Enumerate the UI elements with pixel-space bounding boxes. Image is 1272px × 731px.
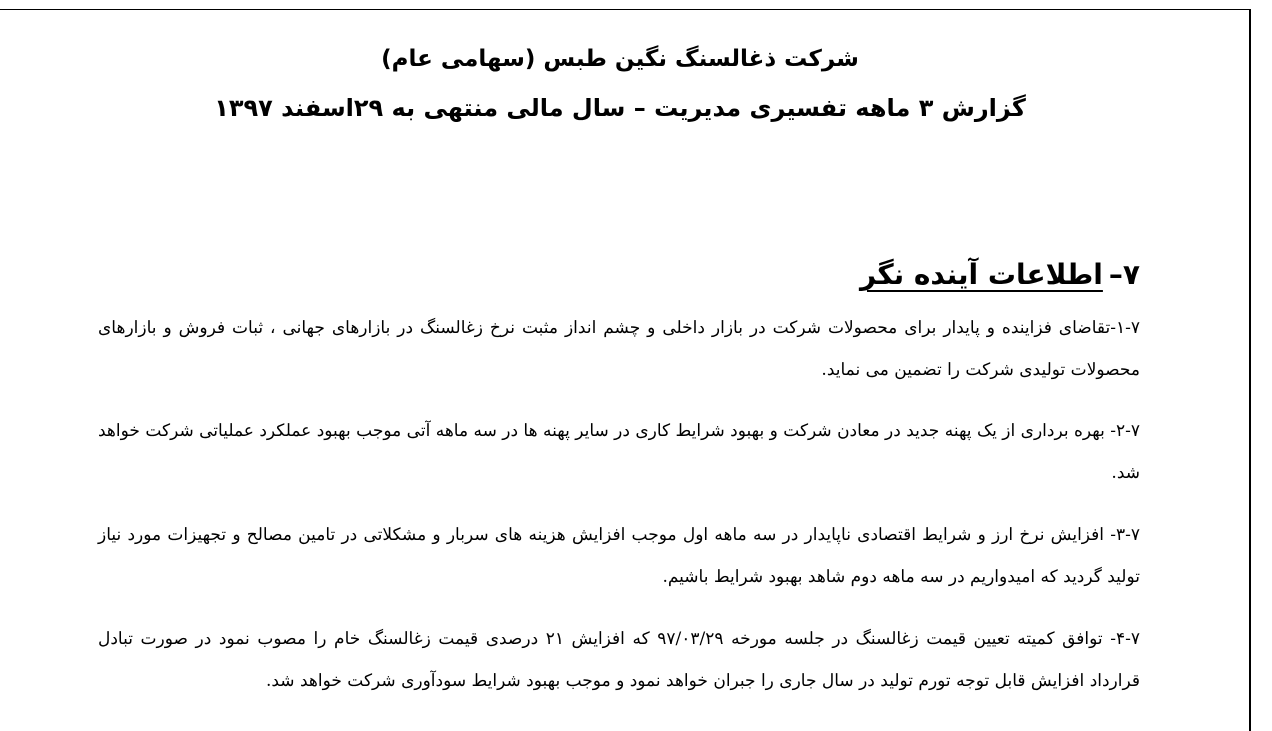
section-title: اطلاعات آینده نگر [859, 258, 1103, 291]
section-heading [860, 255, 1140, 295]
paragraph-4: ۴-۷- توافق کمیته تعیین قیمت زغالسنگ در جلسه مورخه ۹۷/۰۳/۲۹ که افزایش ۲۱ درصدی قیمت زغالسنگ خام را مصوب نمود در صورت تبادل قرارداد افزایش قابل توجه تورم تولید در سال جاری را جبران خواهد نمود و موجب بهبود شرایط سودآوری شرکت خواهد شد. [98, 629, 1140, 691]
report-title: گزارش ۳ ماهه تفسیری مدیریت – سال مالی منتهی به ۲۹اسفند ۱۳۹۷ [214, 94, 1026, 122]
page-right-border [1249, 9, 1251, 731]
paragraph-2: ۲-۷- بهره برداری از یک پهنه جدید در معادن شرکت و بهبود شرایط کاری در سایر پهنه ها در سه ماهه آتی موجب بهبود عملکرد عملیاتی شرکت خواهد شد. [98, 421, 1140, 483]
section-number: ۷– [1108, 258, 1140, 291]
paragraph-3: ۳-۷- افزایش نرخ ارز و شرایط اقتصادی ناپایدار در سه ماهه اول موجب افزایش هزینه های سربار و مشکلاتی در تامین مصالح و تجهیزات مورد نیاز تولید گردید که امیدواریم در سه ماهه دوم شاهد بهبود شرایط باشیم. [98, 525, 1140, 587]
paragraph-1: ۱-۷-تقاضای فزاینده و پایدار برای محصولات شرکت در بازار داخلی و چشم انداز مثبت نرخ زغالسنگ در بازارهای جهانی ، ثبات فروش و بازارهای محصولات تولیدی شرکت را تضمین می نماید. [98, 318, 1140, 380]
page-top-border [0, 9, 1250, 10]
company-title: شرکت ذغالسنگ نگین طبس (سهامی عام) [381, 46, 859, 72]
